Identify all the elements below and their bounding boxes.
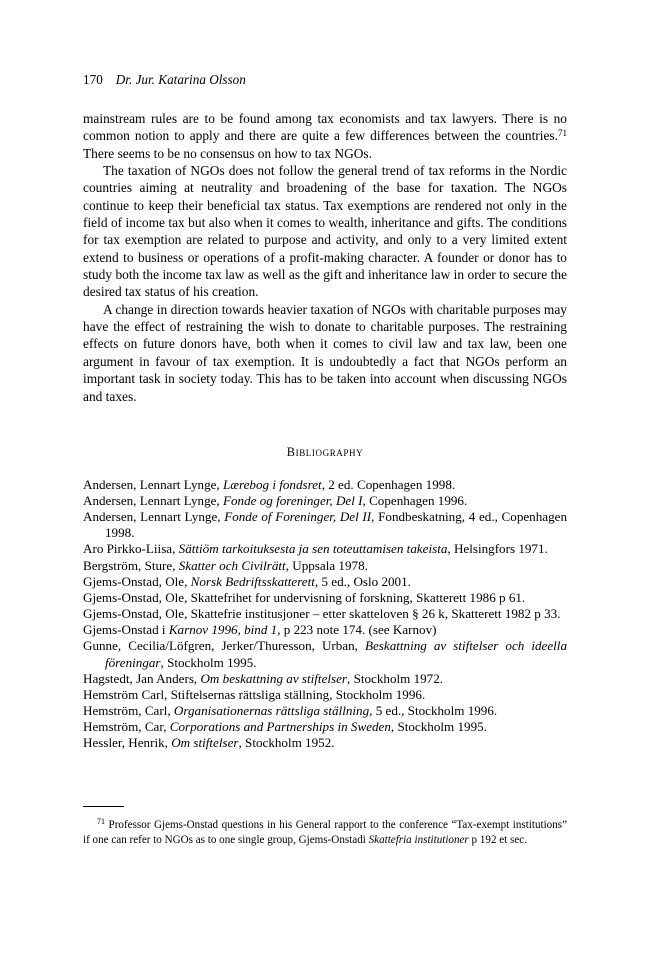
bibliography-entry: Gjems-Onstad, Ole, Skattefrie institusjoner – etter skatteloven § 26 k, Skatterett 1982 p 33. [83, 606, 561, 622]
bibliography-heading: Bibliography [286, 444, 364, 459]
bibliography-list [83, 477, 567, 752]
body-paragraph: The taxation of NGOs does not follow the general trend of tax reforms in the Nordic countries aiming at neutrality and broadening of the base for taxation. The NGOs continue to keep their beneficial tax status. Tax exemptions are rendered not only in the field of income tax but also when it comes to wealth, inheritance and gifts. The conditions for tax exemption are related to purpose and activity, and only to a very limited extent extend to business or operations of a profit-making character. A founder or donor has to study both the income tax law as well as the gift and inheritance law in order to secure the desired tax status of his creation. [83, 163, 567, 300]
footnote-separator-rule [83, 806, 124, 807]
title-italic: Corporations and Partnerships in Sweden [169, 719, 391, 735]
bibliography-entry: Hemström Carl, Stiftelsernas rättsliga ställning, Stockholm 1996. [83, 686, 426, 702]
bibliography-entry: Hagstedt, Jan Anders, Om beskattning av stiftelser, Stockholm 1972. [83, 670, 444, 686]
bibliography-entry: Gjems-Onstad, Ole, Norsk Bedriftsskatterett, 5 ed., Oslo 2001. [83, 573, 411, 589]
title-italic: Karnov 1996, bind 1 [168, 622, 278, 638]
title-italic: Sättiöm tarkoituksesta ja sen toteuttamisen takeista [178, 541, 448, 557]
title-italic: Skatter och Civilrätt [178, 557, 286, 573]
footnote-71: $^{71}$ Professor Gjems-Onstad questions in his General rapport to the conference “Tax-exempt institutions” if one can refer to NGOs as to one single group, Gjems-Onstadi Skattefria institutioner p 192 et sec. [83, 817, 567, 846]
title-italic: Om stiftelser [171, 735, 239, 751]
bibliography-entry: Gjems-Onstad, Ole, Skattefrihet for undervisning of forskning, Skatterett 1986 p 61. [83, 589, 526, 605]
page-number: 170 [83, 72, 103, 87]
bibliography-entry: Andersen, Lennart Lynge, Fonde of Foreninger, Del II, Fondbeskatning, 4 ed., Copenhagen 1998. [83, 509, 567, 541]
title-italic: Fonde og foreninger, Del I [222, 493, 363, 508]
footnote-area [83, 806, 567, 847]
bibliography-entry: Gunne, Cecilia/Löfgren, Jerker/Thuresson, Urban, Beskattning av stiftelser och ideella föreningar, Stockholm 1995. [83, 638, 567, 670]
bibliography-entry: Bergström, Sture, Skatter och Civilrätt, Uppsala 1978. [83, 557, 368, 573]
bibliography-entry: Aro Pirkko-Liisa, Sättiöm tarkoituksesta ja sen toteuttamisen takeista, Helsingfors 1971. [83, 541, 548, 557]
bibliography-entry: Andersen, Lennart Lynge, Fonde og foreninger, Del I, Copenhagen 1996. [83, 493, 468, 508]
body-paragraph: mainstream rules are to be found among tax economists and tax lawyers. There is no common notion to apply and there are quite a few differences between the countries.$^{71}$ There seems to be no consensus on how to tax NGOs. [83, 111, 567, 161]
bibliography-entry: Hessler, Henrik, Om stiftelser, Stockholm 1952. [83, 735, 335, 751]
bibliography-entry: Andersen, Lennart Lynge, Lærebog i fondsret, 2 ed. Copenhagen 1998. [83, 476, 456, 492]
title-italic: Organisationernas rättsliga ställning [173, 703, 370, 719]
body-paragraph: A change in direction towards heavier taxation of NGOs with charitable purposes may have the effect of restraining the wish to donate to charitable purposes. The restraining effects on future donors have, both when it comes to civil law and tax law, been one argument in favour of tax exemption. It is undoubtedly a fact that NGOs perform an important task in society today. This has to be taken into account when discussing NGOs and taxes. [83, 301, 567, 404]
page-content [83, 72, 567, 752]
body-text [83, 110, 567, 405]
bibliography-entry: Gjems-Onstad i Karnov 1996, bind 1, p 223 note 174. (see Karnov) [83, 622, 437, 638]
bibliography-entry: Hemström, Car, Corporations and Partnerships in Sweden, Stockholm 1995. [83, 719, 487, 735]
title-italic: Fonde of Foreninger, Del II [224, 509, 372, 525]
title-italic: Skattefria institutioner [368, 833, 469, 846]
running-head-title: Dr. Jur. Katarina Olsson [115, 72, 246, 87]
running-head [83, 72, 567, 88]
bibliography-entry: Hemström, Carl, Organisationernas rättsliga ställning, 5 ed., Stockholm 1996. [83, 703, 498, 719]
title-italic: Beskattning av stiftelser och ideella föreningar [105, 638, 567, 670]
footnote-reference[interactable]: 71 [558, 128, 567, 139]
title-italic: Norsk Bedriftsskatterett [190, 573, 315, 589]
title-italic: Lærebog i fondsret [222, 476, 322, 492]
footnote-marker: 71 [97, 817, 105, 826]
title-italic: Om beskattning av stiftelser [200, 670, 348, 686]
